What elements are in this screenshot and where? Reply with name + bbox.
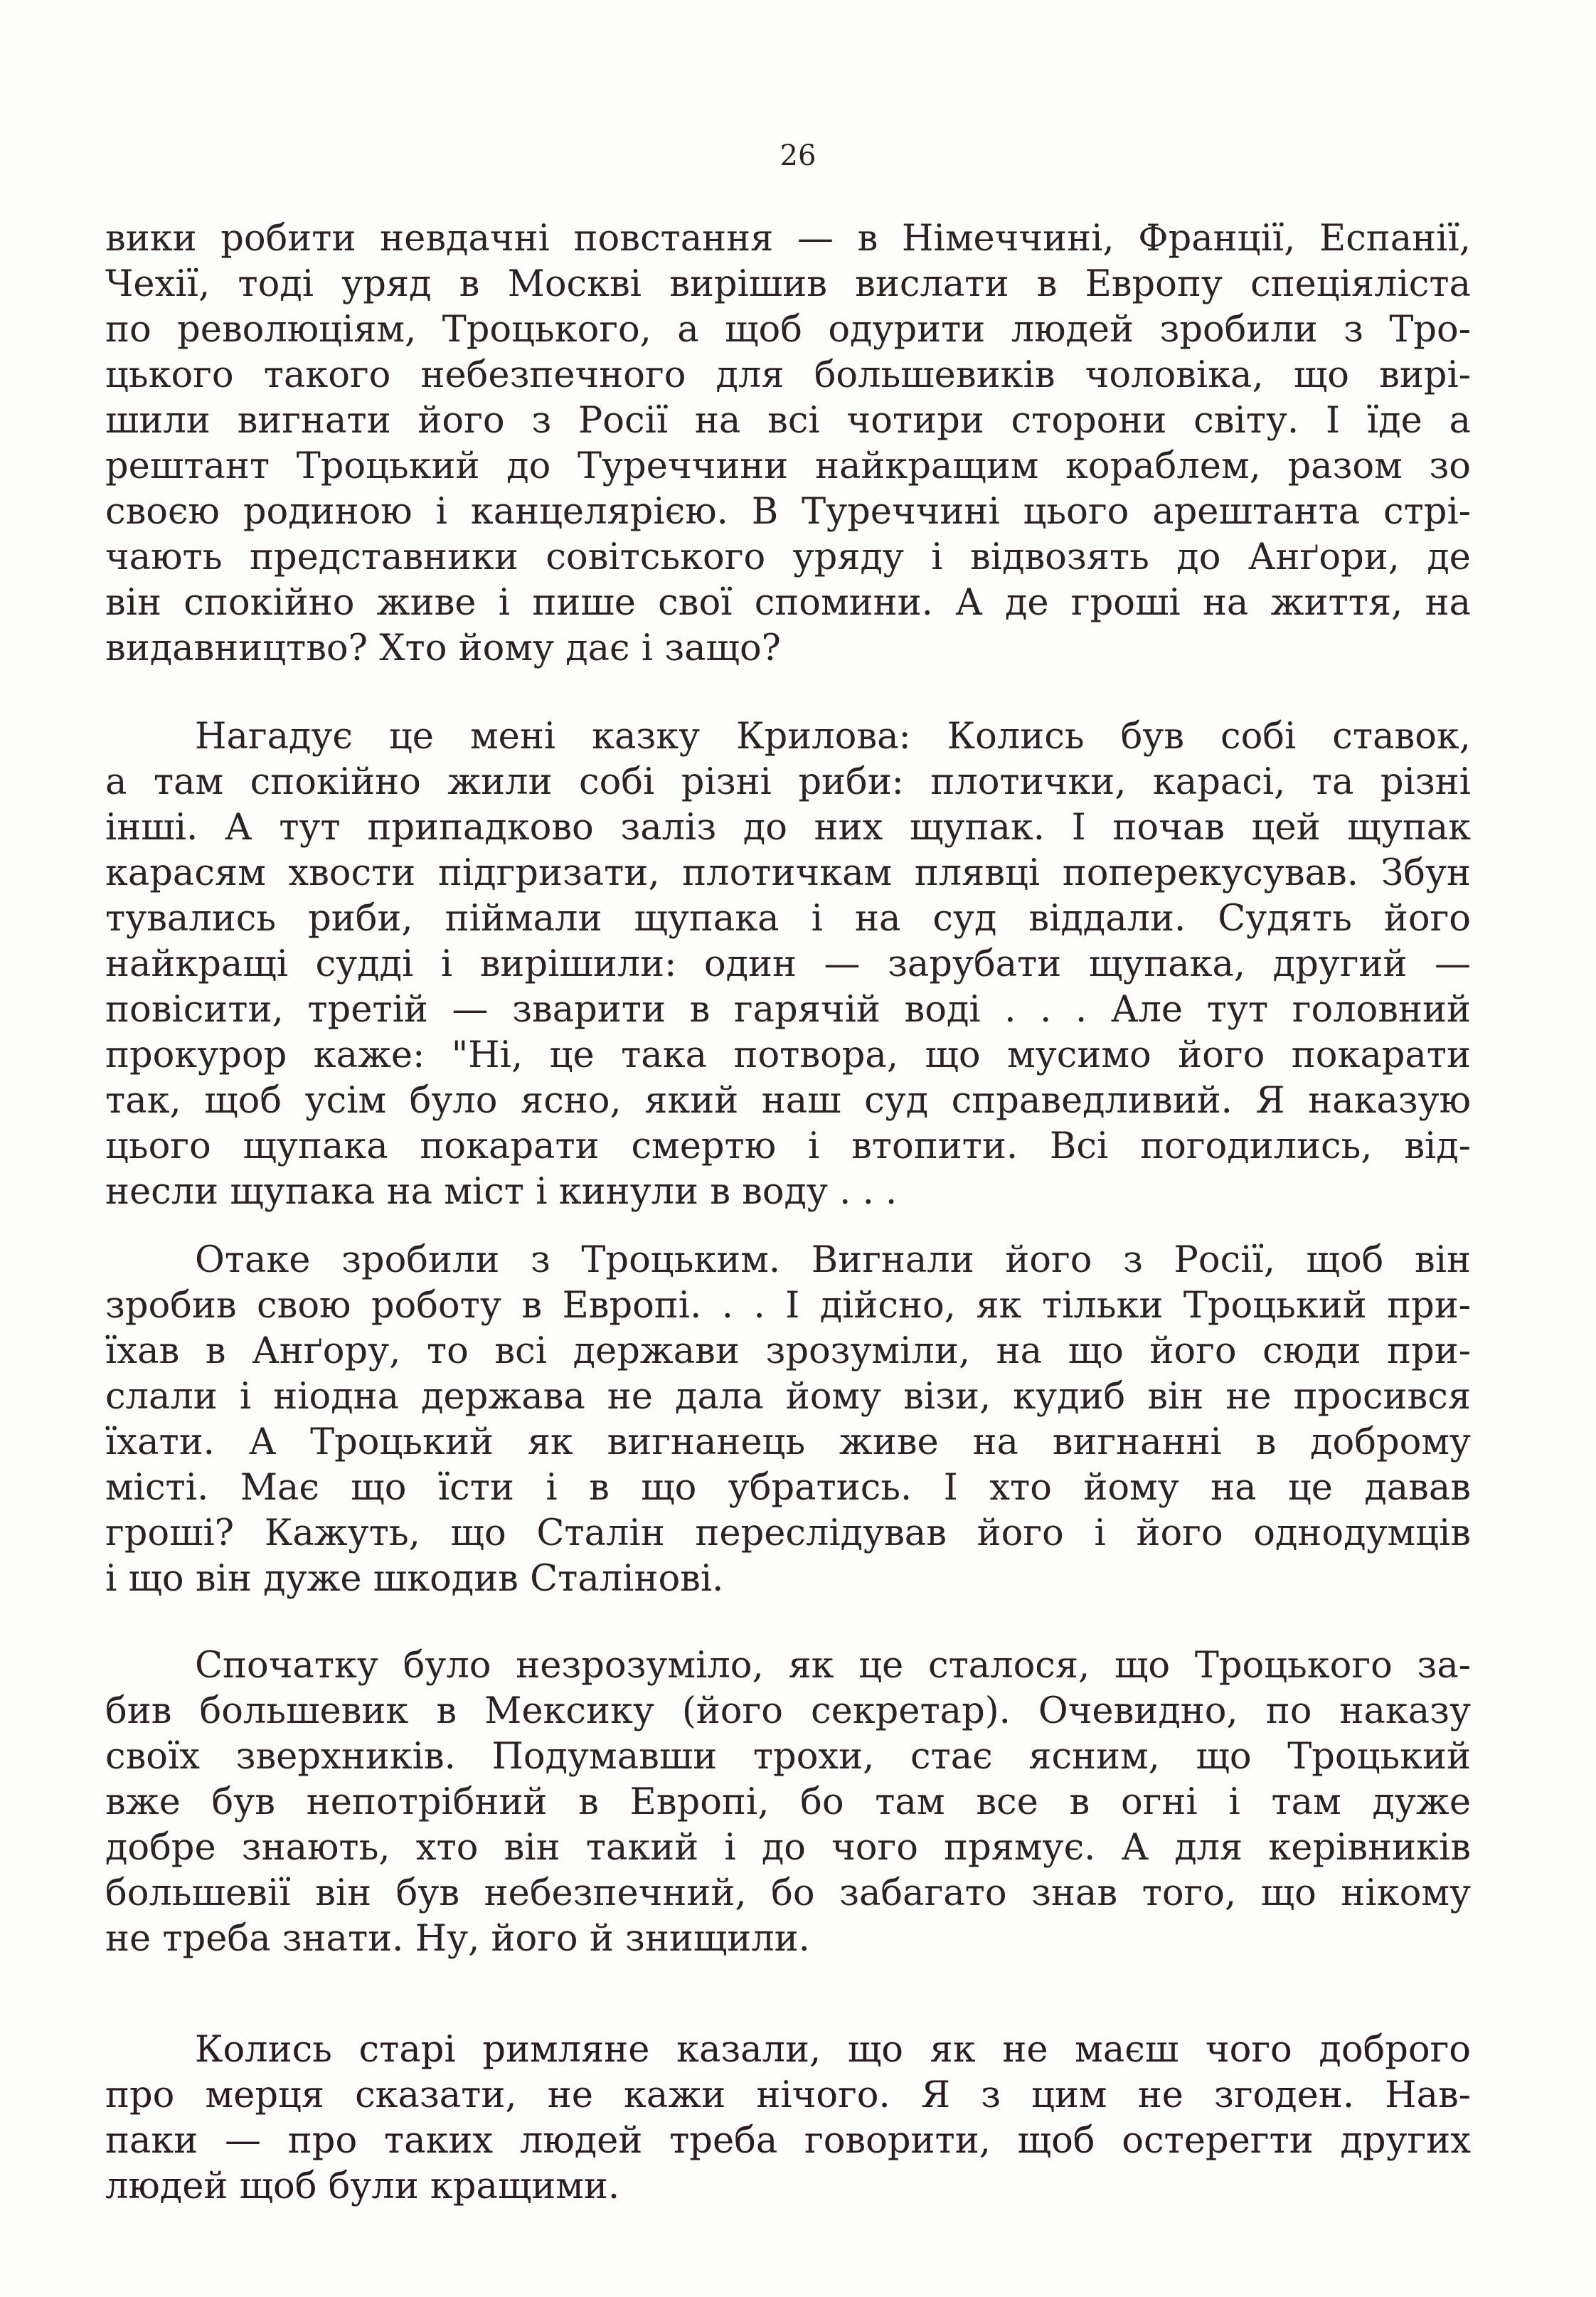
text-line: рештант Троцький до Туреччини найкращим кораблем, разом зо bbox=[105, 445, 1471, 487]
text-line: тувались риби, піймали щупака і на суд віддали. Судять його bbox=[105, 898, 1471, 940]
text-line: бив большевик в Мексику (його секретар). Очевидно, по наказу bbox=[105, 1690, 1471, 1732]
text-line: їхати. А Троцький як вигнанець живе на вигнанні в доброму bbox=[105, 1421, 1471, 1463]
text-line: місті. Має що їсти і в що убратись. І хто йому на це давав bbox=[105, 1467, 1471, 1509]
text-line: гроші? Кажуть, що Сталін переслідував його і його однодумців bbox=[105, 1512, 1471, 1554]
paragraph-3 bbox=[105, 1238, 1471, 1602]
text-line: і що він дуже шкодив Сталінові. bbox=[105, 1558, 724, 1600]
text-line: Колись старі римляне казали, що як не маєш чого доброго bbox=[195, 2029, 1471, 2071]
paragraph-4 bbox=[105, 1643, 1471, 1962]
text-line: шили вигнати його з Росії на всі чотири сторони світу. І їде а bbox=[105, 400, 1471, 442]
text-line: Отаке зробили з Троцьким. Вигнали його з Росії, щоб він bbox=[195, 1239, 1471, 1281]
text-line: паки — про таких людей треба говорити, щоб остерегти других bbox=[105, 2120, 1471, 2162]
text-line: чають представники совітського уряду і відвозять до Анґори, де bbox=[105, 536, 1471, 578]
text-line: добре знають, хто він такий і до чого прямує. А для керівників bbox=[105, 1827, 1471, 1869]
text-line: зробив свою роботу в Европі. . . І дійсно, як тільки Троцький при- bbox=[105, 1285, 1471, 1327]
text-line: прокурор каже: "Ні, це така потвора, що мусимо його покарати bbox=[105, 1034, 1471, 1076]
text-line: їхав в Анґору, то всі держави зрозуміли, на що його сюди при- bbox=[105, 1330, 1471, 1372]
text-line: Спочатку було незрозуміло, як це сталося, що Троцького за- bbox=[195, 1645, 1471, 1687]
text-line: несли щупака на міст і кинули в воду . . . bbox=[105, 1171, 898, 1213]
text-line: большевії він був небезпечний, бо забагато знав того, що нікому bbox=[105, 1872, 1471, 1914]
text-line: Нагадує це мені казку Крилова: Колись був собі ставок, bbox=[195, 716, 1471, 758]
text-line: цького такого небезпечного для большевиків чоловіка, що вирі- bbox=[105, 354, 1471, 396]
text-line: видавництво? Хто йому дає і защо? bbox=[105, 627, 781, 669]
text-line: людей щоб були кращими. bbox=[105, 2165, 620, 2207]
text-line: а там спокійно жили собі різні риби: плотички, карасі, та різні bbox=[105, 761, 1471, 803]
page-number: 26 bbox=[780, 139, 816, 172]
text-line: інші. А тут припадково заліз до них щупак. І почав цей щупак bbox=[105, 807, 1471, 849]
text-line: своїх зверхників. Подумавши трохи, стає ясним, що Троцький bbox=[105, 1736, 1471, 1778]
text-line: так, щоб усім було ясно, який наш суд справедливий. Я наказую bbox=[105, 1080, 1471, 1122]
text-line: слали і ніодна держава не дала йому візи, кудиб він не просився bbox=[105, 1376, 1471, 1418]
paragraph-1 bbox=[105, 216, 1471, 672]
text-line: по революціям, Троцького, а щоб одурити людей зробили з Тро- bbox=[105, 309, 1471, 351]
text-line: Чехії, тоді уряд в Москві вирішив вислати в Европу спеціяліста bbox=[105, 263, 1471, 305]
text-line: вики робити невдачні повстання — в Німеччині, Франції, Еспанії, bbox=[105, 218, 1471, 260]
text-line: своєю родиною і канцелярією. В Туреччині цього арештанта стрі- bbox=[105, 491, 1471, 533]
text-line: вже був непотрібний в Европі, бо там все в огні і там дуже bbox=[105, 1781, 1471, 1823]
text-line: найкращі судді і вирішили: один — зарубати щупака, другий — bbox=[105, 943, 1471, 985]
text-line: цього щупака покарати смертю і втопити. Всі погодились, від- bbox=[105, 1125, 1471, 1167]
paragraph-2 bbox=[105, 714, 1471, 1215]
text-line: про мерця сказати, не кажи нічого. Я з цим не згоден. Нав- bbox=[105, 2074, 1471, 2116]
text-line: карасям хвости підгризати, плотичкам плявці поперекусував. Збун bbox=[105, 852, 1471, 894]
paragraph-5 bbox=[105, 2027, 1471, 2210]
text-line: повісити, третій — зварити в гарячій воді . . . Але тут головний bbox=[105, 989, 1471, 1031]
text-line: не треба знати. Ну, його й знищили. bbox=[105, 1918, 810, 1960]
text-line: він спокійно живе і пише свої спомини. А де гроші на життя, на bbox=[105, 582, 1471, 624]
